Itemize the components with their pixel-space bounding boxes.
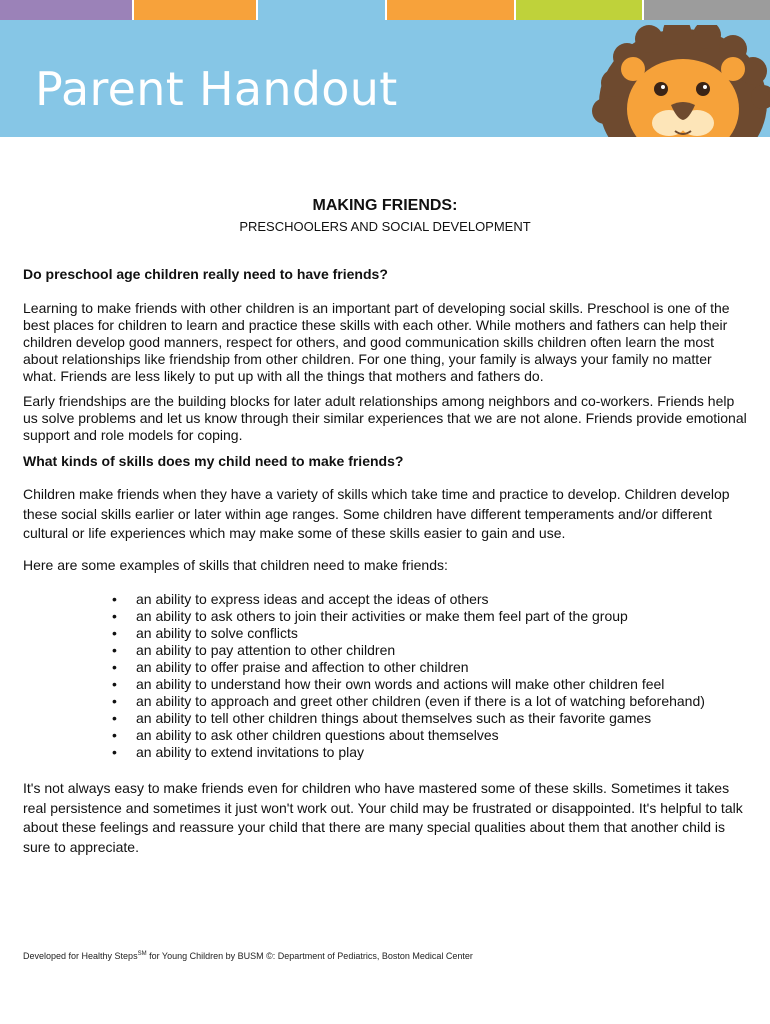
list-item: • an ability to express ideas and accept the ideas of others [109, 591, 705, 608]
paragraph-3: Children make friends when they have a variety of skills which take time and practice to develop. Children develop these social skills earlier or later within age ranges. Some children have different temperaments and/or different cultural or life experiences which may make some of these skills easier to gain and use. [23, 486, 730, 541]
list-item: • an ability to extend invitations to play [109, 744, 705, 761]
stripe-segment-green [516, 0, 642, 20]
stripe-segment-blue [258, 0, 385, 20]
stripe-segment-orange-2 [387, 0, 514, 20]
color-stripe [0, 0, 770, 20]
document-subtitle: PRESCHOOLERS AND SOCIAL DEVELOPMENT [239, 219, 531, 234]
paragraph-2: Early friendships are the building blocks for later adult relationships among neighbors and co-workers. Friends help us solve problems and let us know through their similar experiences that we are not alone. Friends provide emotional support and role models for coping. [23, 393, 747, 443]
list-item: • an ability to offer praise and affection to other children [109, 659, 705, 676]
footer-text-post: for Young Children by BUSM ©: Department of Pediatrics, Boston Medical Center [146, 951, 473, 961]
stripe-segment-purple [0, 0, 132, 20]
list-item: • an ability to pay attention to other children [109, 642, 705, 659]
stripe-segment-orange [134, 0, 256, 20]
footer-text-pre: Developed for Healthy Steps [23, 951, 138, 961]
list-item: • an ability to ask others to join their activities or make them feel part of the group [109, 608, 705, 625]
paragraph-5: It's not always easy to make friends even for children who have mastered some of these skills. Sometimes it takes real persistence and sometimes it just won't work out. Your child may be frustrated or disappointed. It's helpful to talk about these feelings and reassure your child that there are many special qualities about them that another child is sure to appreciate. [23, 780, 743, 855]
list-item: • an ability to approach and greet other children (even if there is a lot of watching beforehand) [109, 693, 705, 710]
question-heading-2: What kinds of skills does my child need to make friends? [23, 453, 404, 469]
list-item: • an ability to solve conflicts [109, 625, 705, 642]
skills-list [109, 591, 705, 761]
question-heading-1: Do preschool age children really need to have friends? [23, 266, 388, 282]
footer-credit [23, 951, 473, 961]
list-item: • an ability to understand how their own words and actions will make other children feel [109, 676, 705, 693]
list-item: • an ability to ask other children questions about themselves [109, 727, 705, 744]
list-item: • an ability to tell other children things about themselves such as their favorite games [109, 710, 705, 727]
page-title: Parent Handout [35, 62, 398, 116]
stripe-segment-gray [644, 0, 770, 20]
paragraph-4: Here are some examples of skills that children need to make friends: [23, 557, 448, 573]
paragraph-1: Learning to make friends with other children is an important part of developing social skills. Preschool is one of the best places for children to learn and practice these skills with each other. While mothers and fathers can help their children develop good manners, respect for others, and good communication skills children often learn the most about relationships like friendship from other children. For one thing, your family is always your family no matter what. Friends are less likely to put up with all the things that mothers and fathers do. [23, 300, 730, 384]
document-title: MAKING FRIENDS: [312, 197, 458, 214]
lion-mascot-icon [585, 25, 770, 137]
service-mark: SM [137, 951, 147, 957]
